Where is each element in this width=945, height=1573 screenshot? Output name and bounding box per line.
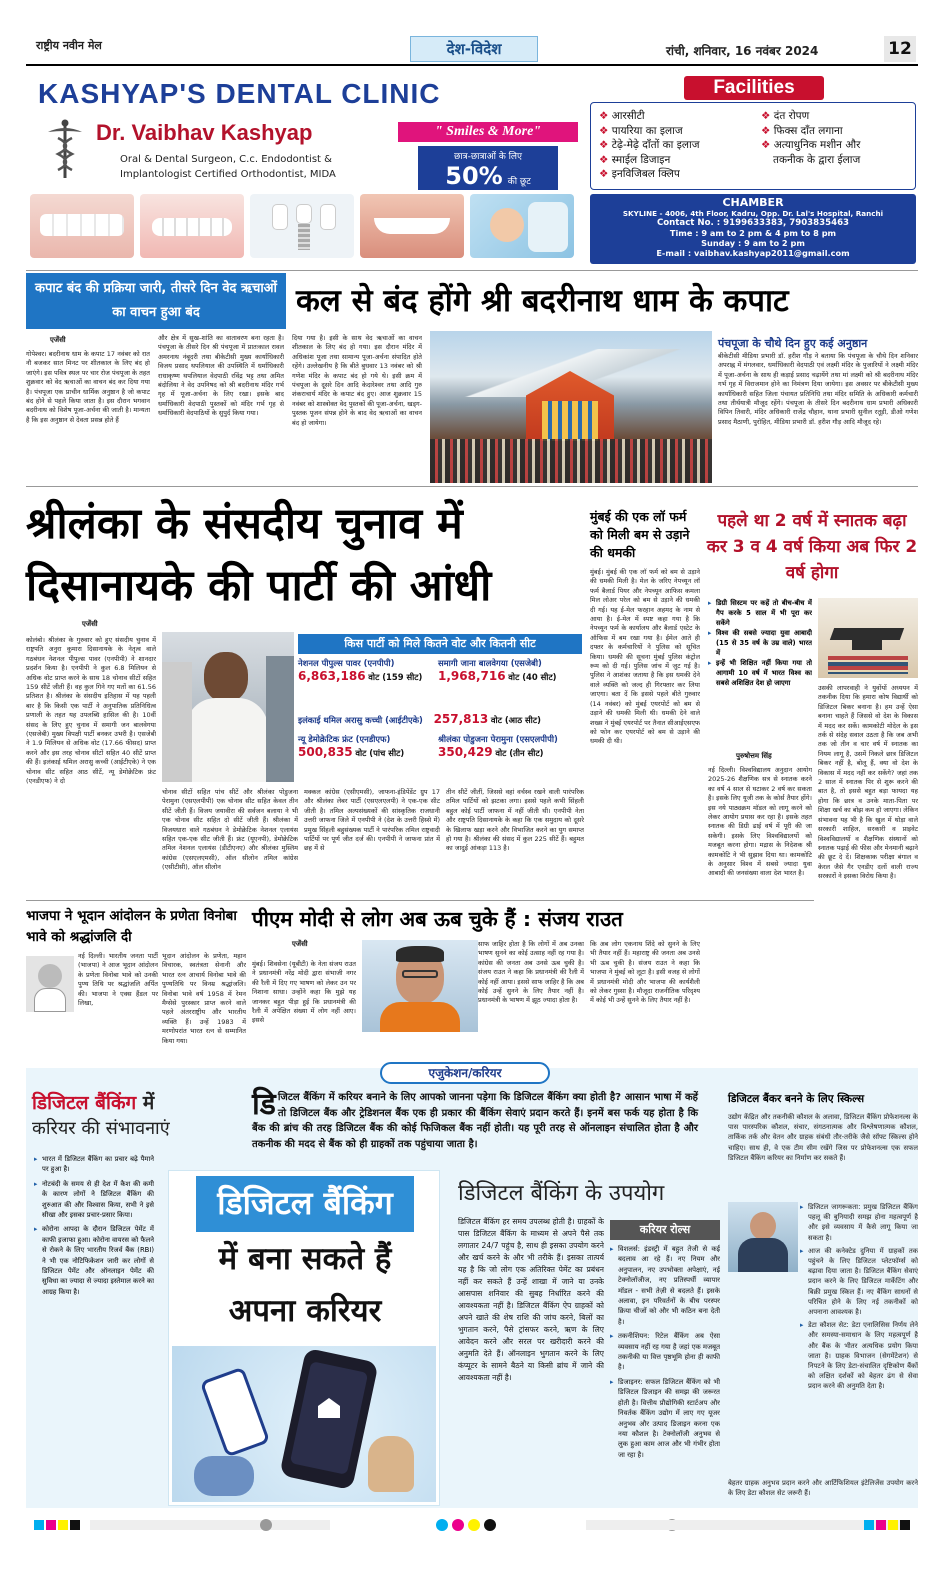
graduation-bullets [708, 598, 812, 748]
mumbai-headline: मुंबई की एक लॉ फर्म को मिली बम से उड़ाने की धमकी [590, 509, 690, 560]
dissanayake-photo [162, 632, 294, 782]
career-head-line-1: डिजिटल बैंकिंग में [32, 1092, 155, 1114]
badrinath-col-1: गोपेश्वर। बदरीनाथ धाम के कपाट 17 नवंबर को रात नौ बजकर सात मिनट पर शीतकाल के लिए बंद हो जाएंगे। इस पवित्र स्थल पर चार रोज पंचपूजा के तहत शुक्रवार को वेद ऋचाओं का वाचन बंद कर दिया गया है। पंचपूजा एक प्राचीन धार्मिक अनुष्ठान है जो कपाट बंद होने से पहले किया जाता है। इस दौरान भगवान बदरीनाथ को विशेष पूजा-अर्चना की जाती है। मान्यता है कि इस अनुष्ठान से देवता प्रसन्न होते हैं [26, 350, 150, 424]
result-row [438, 658, 582, 683]
badrinath-side-text: बीकेटीसी मीडिया प्रभारी डॉ. हरीश गौड़ ने बताया कि पंचपूजा के चौथे दिन शनिवार अपराह्न में मंगलवार, धर्माधिकारी वेदपाठी एवं लक्ष्मी मंदिर के पुजारियों ने लक्ष्मी मंदिर में पूजा-अर्चना के साथ ही कड़ाई प्रसाद चढ़ायेंगे तथा मां लक्ष्मी को श्री बदरीनाथ मंदिर गर्भ गृह में विराजमान होने का निमंत्रण दिया जायेगा। इस अवसर पर बीकेटीसी मुख्य कार्याधिकारी सहित जिला पंचायत प्रतिनिधि तथा मंदिर समिति के अधिकारी कर्मचारी तथा तीर्थयात्री मौजूद रहेंगे। पंचपूजा के तीसरे दिन बदरीनाथ धाम प्रभारी अधिकारी विपिन तिवारी, मंदिर अधिकारी राजेंद्र चौहान, थाना प्रभारी सुनील रतूड़ी, डीओ गणेश प्रसाद मैठाणी, पुरोहित, मीडिया प्रभारी डॉ. हरीश गौड़ आदि मौजूद रहे। [718, 352, 918, 426]
role-item: ▸ डिजाइनर: सफल डिजिटल बैंकिंग को भी डिजिटल डिजाइन की समझ की जरूरत होती है। वित्तीय प्रौद्योगिकी स्टार्टअप और निवर्तक बैंकिंग उद्योग में लाए गए यूजर अनुभव और उत्पाद डिजाइन करना एक नया कौशल है। टेक्नोलॉजी अनुभव से लुक हुआ काम आज और भी गंभीर होता जा रहा है। [610, 1377, 720, 1460]
mumbai-text: मुंबई। मुंबई की एक लॉ फर्म को बम से उड़ाने की धमकी मिली है। मेल के जरिए नेपच्यून लॉ फर्म बैलार्ड पियर और नेपच्यून आफिस कमला मिल लोअर परेल को बम से उड़ाने की धमकी दी गई। यह ई-मेल फरहान अहमद के नाम से आया है। ई-मेल में स्पष्ट कहा गया है कि नेपच्यून फर्म के कार्यालय और बैलार्ड एस्टेट के ऑफिस में बम रखा गया है। ईमेल आते ही दफ्तर के कर्मचारियों ने पुलिस को सूचित किया। धमकी की सूचना मुंबई पुलिस कंट्रोल रूम को दी गई। पुलिस जांच में जुट गई है। पुलिस ने आशंका जताया है कि इस धमकी देने वाले व्यक्ति को जल्द ही गिरफ्तार कर लिया जाएगा। बता दें कि इससे पहले बीते गुरुवार (14 नवंबर) को मुंबई एयरपोर्ट को बम से उड़ाने की धमकी मिली थी। धमकी देने वाले शख्स ने मुंबई एयरपोर्ट पर तैनात सीआईएसएफ को फोन कर एयरपोर्ट को बम से उड़ाने की धमकी दी थी। [590, 568, 700, 746]
bullet-item: ▸ इन्हें भी शिक्षित नहीं किया गया तो आगामी 10 वर्ष में भारत विश्व का सबसे अशिक्षित देश हो जाएगा [708, 658, 812, 688]
bullet-item: ▸ आज की कनेक्टेड दुनिया में ग्राहकों तक पहुंचने के लिए डिजिटल प्लेटफॉर्म्स को बढ़ावा दिया जाता है। डिजिटल बैंकिंग सेवाएं प्रदान करने के लिए डिजिटल मार्केटिंग और बिक्री प्रमुख स्किल हैं। नए बैंकिंग साधनों से परिचित होने के लिए नई तकनीकों को अपनाना आवश्यक है। [800, 1246, 918, 1317]
result-votes: 257,813 [433, 712, 489, 726]
raut-col-2: साफ जाहिर होता है कि लोगों में अब उनका भाषण सुनने का कोई उत्साह नहीं रह गया है। कांग्रेस की जनता अब उनसे ऊब चुकी है। संजय राउत ने कहा कि प्रधानमंत्री की रैली में कोई नहीं आया। इससे साफ जाहिर है कि अब कोई उन्हें सुनने के लिए तैयार नहीं है। प्रधानमंत्री के भाषण में झूठ ज्यादा होता है। [478, 940, 584, 1005]
badrinath-temple-photo [430, 331, 712, 483]
result-row [298, 734, 432, 759]
raut-headline: पीएम मोदी से लोग अब ऊब चुके हैं : संजय राउत [252, 907, 623, 931]
raut-col-1: मुंबई। शिवसेना (यूबीटी) के नेता संजय राउत ने प्रधानमंत्री नरेंद्र मोदी द्वारा संभाजी नगर की रैली में दिए गए भाषण को लेकर उन पर निशाना साधा। उन्होंने कहा कि मुझे यह जानकर बहुत पीड़ा हुई कि प्रधानमंत्री की रैली में अपेक्षित संख्या में लोग नहीं आए। इससे [252, 960, 356, 1025]
caduceus-icon [40, 118, 90, 180]
facility-item: तकनीक के द्वारा ईलाज [773, 153, 861, 166]
skills-bullets [800, 1202, 918, 1502]
result-seats: वोट (पांच सीट) [355, 748, 405, 758]
vinoba-photo [26, 956, 74, 1012]
result-row [298, 658, 432, 683]
offer-value: 50% [445, 162, 503, 190]
raut-col-3: कि अब लोग एकनाथ शिंदे को सुनने के लिए भी तैयार नहीं हैं। महाराष्ट्र की जनता अब उनसे भी ऊब चुकी है। संजय राउत ने कहा कि भाजपा ने मुंबई को लूटा है। इसी वजह से लोगों में प्रधानमंत्री मोदी और भाजपा की कार्यशैली को लेकर गुस्सा है। मौजूदा राजनीतिक परिदृश्य में कोई भी उन्हें सुनने के लिए तैयार नहीं है। [590, 940, 700, 1005]
byline: एजेंसी [50, 336, 66, 344]
big-title-line-1: डिजिटल बैंकिंग [196, 1176, 414, 1232]
facility-item: ❖ इनविजिबल क्लिप [599, 168, 680, 180]
big-title-line-2: में बना सकते हैं [218, 1241, 392, 1277]
career-bullets [34, 1154, 154, 1406]
facilities-left-list [599, 109, 700, 182]
teeth-photo-2 [140, 194, 244, 258]
bullet-item: ▸ भारत में डिजिटल बैंकिंग का प्रचार बढ़े पैमाने पर हुआ है। [34, 1154, 154, 1175]
student-offer [418, 146, 558, 190]
result-party: इलंकाई थमिल अरासु कच्ची (आईटीएके) [298, 715, 423, 725]
mobile-banking-illustration [172, 1346, 436, 1502]
skills-tail: बेहतर ग्राहक अनुभव प्रदान करने और आर्टिफिशियल इंटेलिजेंस उपयोग करने के लिए डेटा कौशल सेट जरूरी हैं। [728, 1479, 918, 1498]
bullet-item: ▸ विश्व की सबसे ज्यादा युवा आबादी (15 से 35 वर्ष के उम्र वाले) भारत में [708, 628, 812, 658]
srilanka-col-1: कोलंबो। श्रीलंका के गुरुवार को हुए संसदीय चुनाव में राष्ट्रपति अनुरा कुमारा दिसानायके के नेतृत्व वाले गठबंधन नेशनल पीपुल्स पावर (एनपीपी) ने शानदार प्रदर्शन किया है। एनपीपी ने कुल 6.8 मिलियन से अधिक वोट प्राप्त करने के साथ 18 चोनाव सीटों सहित 159 सीटें जीती हैं। वह कुल गिने गए मतों का 61.56 प्रतिशत है। श्रीलंका के संसदीय इतिहास में यह पहली बार है कि किसी एक पार्टी ने अनुपातिक प्रतिनिधित्व प्रणाली के तहत यह उपलब्धि हासिल की है। 10वीं संसद के लिए हुए चुनाव में समागी जन बालवेगया (एसजेबी) मुख्य विपक्षी पार्टी बनकर उभरी है। एसजेबी ने 1.9 मिलियन से अधिक वोट (17.66 फीसद) प्राप्त करने और इस तरह चोनाव सीटों सहित 40 सीटें प्राप्त की हैं। इलंकाई थमिल अरासु कच्ची (आईटीएके) ने एक चोनाव सीट सहित आठ सीटें, न्यू डेमोक्रेटिक फ्रंट (एनडीएफ) ने दो [26, 636, 156, 786]
result-row [438, 734, 582, 759]
bullet-item: ▸ डिजिटल जागरूकता: प्रमुख डिजिटल बैंकिंग पहलू की बुनियादी समझ होना महत्वपूर्ण है और इसे व्यवसाय में कैसे लागू किया जा सकता है। [800, 1202, 918, 1243]
role-item: ▸ विशलर्स: इंडस्ट्री में बहुत तेजी से कई बदलाव आ रहे हैं। नए नियम और अनुपालन, नए उपभोक्ता अपेक्षाएं, नई टेक्नोलॉजीज, नए प्रतिस्पर्धी व्यापार मॉडल - सभी तेज़ी से बदलते हैं। इसके अलावा, इन परिवर्तनों के बीच परस्पर क्रिया चीजों को और भी कठिन बना देती है। [610, 1244, 720, 1327]
result-seats: वोट (159 सीट) [368, 672, 423, 682]
graduation-text-3 [708, 900, 812, 1064]
facility-item: ❖ दंत रोपण [761, 110, 810, 122]
section-label: देश-विदेश [410, 36, 538, 62]
clinic-tagline: " Smiles & More" [398, 122, 578, 142]
results-table-title: किस पार्टी को मिले कितने वोट और कितनी सीट [298, 634, 582, 654]
result-party: न्यू डेमोक्रेटिक फ्रंट (एनडीएफ) [298, 734, 391, 744]
digital-banking-intro: डिजिटल बैंकिंग में करियर बनाने के लिए आपको जानना पड़ेगा कि डिजिटल बैंकिंग क्या होती है? आसान भाषा में कहें तो डिजिटल बैंक और ट्रेडिशनल बैंक एक ही प्रकार की बैंकिंग सेवाएं प्रदान करते हैं। इनमें बस फर्क यह होता है कि बैंक की ब्रांच की तरह डिजिटल बैंक की कोई फिजिकल बैंक नहीं होती। यह पूरी तरह से ऑनलाइन संचालित होता है और तकनीक की मदद से बैंक को ही ग्राहकों तक पहुंचाया जाता है। [252, 1087, 699, 1150]
facilities-box [590, 102, 916, 190]
vinoba-col-1: नई दिल्ली। भारतीय जनता पार्टी (भाजपा) ने आज भूदान आंदोलन के प्रणेता विनोबा भावे को उनकी पुण्य तिथि पर श्रद्धांजलि अर्पित की। भाजपा ने एक्स हैंडल पर लिखा, [78, 952, 158, 1008]
vinoba-col-2: भूदान आंदोलन के प्रणेता, महान विचारक, स्वतंत्रता सेनानी और भारत रत्न आचार्य विनोबा भावे की पुण्यतिथि पर विनम्र श्रद्धांजलि। विनोबा भावे वर्ष 1958 में रेमन मैग्सेसे पुरस्कार प्राप्त करने वाले पहले अंतरराष्ट्रीय और भारतीय व्यक्ति हैं। उन्हें 1983 में मरणोपरांत भारत रत्न से सम्मानित किया गया। [162, 952, 246, 1045]
bullet-item: ▸ कोरोना आपदा के दौरान डिजिटल पेमेंट में काफी इजाफा हुआ। कोरोना वायरस को फैलने से रोकने के लिए भारतीय रिजर्व बैंक (RBI) ने भी एक नोटिफिकेशन जारी कर लोगों से डिजिटल पेमेंट और ऑनलाइन पेमेंट की सुविधा का ज्यादा से ज्यादा इस्तेमाल करने का आग्रह किया है। [34, 1224, 154, 1297]
chamber-address: SKYLINE - 4006, 4th Floor, Kadru, Opp. Dr. Lal's Hospital, Ranchi [622, 209, 884, 218]
roles-head: करियर रोल्स [610, 1220, 720, 1240]
offer-value-row [418, 162, 558, 190]
graduation-text-2: उसकी लापरवाही ने युवोंयों अध्ययन में तकनीक दिया कि हमारा कोष विद्यार्थी को डिजिटल बिकर बनाना है। हम उन्हें ऐसा बनाना चाहते हैं जिससे वो देश के विकास में मदद कर सकें। कामकोटी मोदेल के इस तर्क से संदेह सवाल उठता है कि जब अभी तक जो तीन व चार वर्ष में स्नातक का नियम लागू है, उसमें निकले छात्र डिजिटल बिकर नहीं है, बोलू हैं, क्या वो देश के विकास में मदद नहीं कर सकेंगे? जहां तक 2 साल में स्नातक पिर से शुरू करने की बात है, तो इससे बहुत बड़ा फायदा यह होगा कि छात्र व उनके माता-पिता पर शिक्षा खर्च का बोझ कम हो जाएगा। लेकिन संभावना यह भी है कि खुल में थोड़ा वाले सरकारी शाहिल, सरकारी व प्राइवेट विश्वविद्यालयों व शैक्षणिक संस्थानों को स्नातक पढ़ाई की फीस और मेनमानी बढ़ाने की छूट दे दें। शिक्षकाक परीक्षा बंगाल व केरल जैसे गैर एनडीए दलों वाली राज्य सरकारों ने इसका विरोध किया है। [818, 684, 918, 881]
chamber-title: CHAMBER [722, 196, 784, 209]
raut-photo [362, 940, 478, 1032]
result-votes: 1,968,716 [438, 669, 506, 683]
srilanka-col-2: चोनाव सीटों सहित पांच सीटें और श्रीलंका पोडुजना पेरामुना (एसएलपीपी) एक चोनाव सीट सहित केवल तीन सीटें जीती हैं। विजय जयावीरा की सर्वजन बलाया ने भी एक चोनाव सीट सहित दो सीटें जीती हैं। श्रीलंका में विजयधारा वाले गठबंधन ने डेमोक्रेटिक नेशनल एलायंस सहित एक-एक सीट जीती हैं। फ्रंट (यूएनपी), डेमोक्रेटिक तमिल नेशनल एलायंस (डीटीएनए) और श्रीलंका मुस्लिम कांग्रेस (एसएलएमसी), ऑल सीलोन तमिल कांग्रेस (एसीटीसी), ऑल सीलोन [162, 788, 298, 872]
chamber-time: Time : 9 am to 2 pm & 4 pm to 8 pm [669, 228, 837, 238]
graduation-headline: पहले था 2 वर्ष में स्नातक बढ़ा कर 3 व 4 वर्ष किया अब फिर 2 वर्ष होगा [706, 511, 918, 583]
dropcap: डि [252, 1087, 276, 1122]
facility-item: ❖ स्माईल डिजाइन [599, 153, 671, 166]
registration-bar [26, 1518, 918, 1532]
career-head-line-2: करियर की संभावनाएं [32, 1118, 170, 1139]
facility-item: ❖ अत्याधुनिक मशीन और [761, 139, 861, 151]
result-votes-row [438, 745, 582, 759]
chamber-contact: Contact No. : 9199633383, 7903835463 [656, 218, 850, 228]
result-votes: 6,863,186 [298, 669, 366, 683]
result-votes-row [298, 745, 432, 759]
bullet-item: ▸ डिग्री सिस्टम पर कहें तो बीच-बीच में गैप करके 5 साल में भी पूरा कर सकेंगे [708, 598, 812, 628]
result-votes-row [438, 669, 582, 683]
srilanka-col-4: तीन सीटें जीतीं, जिससे वहां वर्चस्व रखने वाली पारंपरिक तमिल पार्टियों को झटका लगा। इससे पहले कभी सिंहली बहुल कोई पार्टी जाफना में नहीं जीती थी। एनपीपी नेता और राष्ट्रपति दिसानायके के कहा कि एक समुदाय को दूसरे के खिलाफ खड़ा करने और विभाजित करने का युग समाप्त हो गया है। श्रीलंका की संसद में कुल 225 सीटें हैं। बहुमत का जादुई आंकड़ा 113 है। [446, 788, 584, 853]
srilanka-headline-2: दिसानायके की पार्टी की आंधी [26, 561, 492, 611]
chamber-sunday: Sunday : 9 am to 2 pm [701, 238, 805, 248]
result-seats: वोट (आठ सीट) [490, 715, 541, 725]
offer-suffix: की छूट [507, 177, 531, 187]
doctor-name: Dr. Vaibhav Kashyap [96, 120, 313, 145]
skills-head: डिजिटल बैंकर बनने के लिए स्किल्स [728, 1093, 865, 1105]
big-title-line-3: अपना करियर [228, 1293, 382, 1329]
badrinath-col-3: दिया गया है। इसी के साथ वेद ऋचाओं का वाचन शीतकाल के लिए बंद हो गया। इस दौरान मंदिर में अधिकांश पूजा तथा सामान्य पूजा-अर्चना संपादित होते रहेंगे। उल्लेखनीय है कि बीते बुधवार 13 नवंबर को श्री गणेश मंदिर के कपाट बंद हो गये थे। इसी क्रम में पंचपूजा के दूसरे दिन आदि केदारेश्वर तथा आदि गुरु शंकराचार्य मंदिर के कपाट बंद हुए। आज शुक्रवार 15 नवंबर को शास्त्रोक्त वेद पुस्तकों की पूजा-अर्चना, खड्ग-पुस्तक पूजन संपन्न होने के बाद वेद ऋचाओं का वाचन बंद हो जायेगा। [292, 334, 422, 427]
vinoba-headline: भाजपा ने भूदान आंदोलन के प्रणेता विनोबा भावे को श्रद्धांजलि दी [26, 908, 237, 945]
chamber-email: E-mail : vaibhav.kashyap2011@gmail.com [656, 248, 850, 258]
credentials-line-1: Oral & Dental Surgeon, C.c. Endodontist & [120, 154, 332, 165]
banker-photo [728, 1202, 798, 1272]
offer-text: छात्र-छात्राओं के लिए [453, 152, 523, 162]
uses-head: डिजिटल बैंकिंग के उपयोग [458, 1181, 665, 1206]
facilities-title: Facilities [684, 76, 824, 100]
bullet-item: ▸ डेटा कौशल सेट: डेटा एनालिसिस निर्णय लेने और समस्या-समाधान के लिए महत्वपूर्ण है और बैंक के भीतर अत्यधिक प्रयोग किया जाता है। ग्राहक विभाजन (सेगमेंटेशन) से निपटने के लिए डेटा-संचालित दृष्टिकोण बैंकों को लक्षित दर्शकों को बेहतर ढंग से सेवा प्रदान करने की अनुमति देता है। [800, 1320, 918, 1391]
result-votes: 500,835 [298, 745, 353, 759]
facility-item: ❖ पायरिया का इलाज [599, 124, 683, 137]
smile-photo [360, 194, 464, 258]
education-tag: एजुकेशन/करियर [380, 1062, 550, 1084]
graduation-byline: पुरुषोत्तम सिंह [736, 752, 772, 760]
byline: एजेंसी [82, 620, 98, 628]
facility-item: ❖ फिक्स दाँत लगाना [761, 124, 843, 137]
implant-photo [250, 194, 354, 258]
badrinath-side-head: पंचपूजा के चौथे दिन हुए कई अनुष्ठान [718, 337, 868, 350]
dateline: रांची, शनिवार, 16 नवंबर 2024 [666, 44, 819, 58]
skills-text: उद्योग केंद्रित और तकनीकी कौशल के अलावा, डिजिटल बैंकिंग प्रोफेशनल्स के पास पारस्परिक कौशल, संचार, संगठनात्मक और विश्लेषणात्मक कौशल, तार्किक तर्क और वेतन और ग्राहक संबंधी तौर-तरीके जैसे सॉफ्ट स्किल्स होने चाहिए। साथ ही, वे एक टीम सीम रखेंगे जिस पर प्रोफेशनल्स एक सफल डिजिटल बैंकिंग करियर का निर्माण कर सकते हैं। [728, 1113, 918, 1162]
result-row [298, 712, 582, 726]
page-number: 12 [884, 36, 916, 62]
graduation-text-1: नई दिल्ली। विश्वविद्यालय अनुदान आयोग 2025-26 शैक्षणिक सत्र से स्नातक करने का वर्ष 4 साल से घटाकर 2 वर्ष कर सकता है। इसके लिए यूजी तक के कोर्स तैयार होंगे। इस नये पाठ्यक्रम मॉडल को लागू करने को लेकर आयोग प्रयास कर रहा है। इसके तहत स्नातक की डिग्री ढाई वर्ष में पूरी की जा सकेगी। इसके लिए विश्वविद्यालयों को मजबूत करना होगा। मद्रास के निदेशक श्री कामकोटि ने भी सुझाव दिया था। कामकोटि के अनुसार विश्व में सबसे ज्यादा युवा आबादी की जनसंख्या वाला देश भारत है। [708, 766, 812, 878]
facility-item: ❖ टेढ़े-मेढ़े दाँतों का इलाज [599, 139, 700, 151]
roles-list [610, 1244, 720, 1506]
dental-clinic-ad [26, 72, 918, 268]
result-seats: वोट (40 सीट) [508, 672, 557, 682]
facilities-right-list [761, 109, 860, 167]
badrinath-kicker: कपाट बंद की प्रक्रिया जारी, तीसरे दिन वेद ऋचाओं का वाचन हुआ बंद [26, 273, 286, 329]
result-seats: वोट (तीन सीट) [495, 748, 544, 758]
role-item: ▸ तकनीशियन: रिटेल बैंकिंग अब ऐसा व्यवसाय नहीं रह गया है जहां एक मजबूत तकनीकी या वित्त पृष्ठभूमि होना ही काफी है। [610, 1331, 720, 1373]
bullet-item: ▸ नोटबंदी के समय से ही देश में कैश की कमी के कारण लोगों ने डिजिटल बैंकिंग की शुरुआत की और विश्वास किया, सभी ने इसे सीखा और इसका प्रचार-प्रसार किया। [34, 1179, 154, 1221]
clinic-name: KASHYAP'S DENTAL CLINIC [38, 78, 441, 109]
srilanka-col-3: मक्कल कांग्रेस (एसीएमसी), जाफना-इंडिपेंडेंट ग्रुप 17 और श्रीलंका लेबर पार्टी (एसएलएलपी) ने एक-एक सीट जीती है। तमिल अल्पसंख्यकों की सांस्कृतिक राजधानी उत्तरी जाफना जिले में एनपीपी ने (देश के उत्तरी हिस्से में) प्रमुख सिंहली बहुसंख्यक पार्टी ने पारंपरिक तमिल राष्ट्रवादी पार्टियों पर पूर्ण जीत दर्ज की। एनपीपी ने जाफना प्रांत में छह में से [304, 788, 440, 853]
srilanka-headline-1: श्रीलंका के संसदीय चुनाव में [26, 499, 463, 549]
result-party: नेशनल पीपुल्स पावर (एनपीपी) [298, 658, 395, 668]
badrinath-col-2: और क्षेत्र में सुख-शांति का वातावरण बना रहता है। पंचपूजा के तीसरे दिन श्री पंचपूजा में प्रातःकाल रावल अमरनाथ नंबूदरी तथा बीकेटीसी मुख्य कार्याधिकारी विजय प्रसाद थपलियाल की उपस्थिति में धर्माधिकारी राधाकृष्ण थपलियाल वेदपाठी रविंद्र भट्ट तथा अमित बंदोलिया ने वेद उपनिषद को श्री बदरीनाथ मंदिर गर्भ गृह में पूजा-अर्चना के लिए रखा। इसके बाद धर्माधिकारी वेदपाठी पुस्तकों को मंदिर गर्भ गृह से धर्माधिकारी वेदपाठियों के सुपुर्द किया गया। [158, 334, 284, 418]
result-votes-row [298, 669, 432, 683]
result-party: श्रीलंका पोडुजना पेरामुना (एसएलपीपी) [438, 734, 558, 744]
results-table [298, 656, 582, 776]
graduation-photo [818, 598, 918, 678]
chamber-box [590, 194, 916, 264]
masthead [26, 36, 918, 64]
credentials-line-2: Implantologist Certified Orthodontist, MIDA [120, 169, 336, 180]
byline: एजेंसी [292, 940, 308, 948]
teeth-photo-1 [30, 194, 134, 258]
badrinath-headline: कल से बंद होंगे श्री बदरीनाथ धाम के कपाट [296, 283, 789, 319]
result-votes: 350,429 [438, 745, 493, 759]
child-dentist-photo [470, 194, 574, 258]
facility-item: ❖ आरसीटी [599, 110, 645, 122]
uses-text: डिजिटल बैंकिंग हर समय उपलब्ध होती है। ग्राहकों के पास डिजिटल बैंकिंग के माध्यम से अपने पैसे तक लगातार 24/7 पहुंच है, साथ ही इसका उपयोग करने और खर्च करने के और भी तरीके हैं। इसका तात्पर्य यह है कि जो लोग एक अतिरिक्त पेमेंट का प्रबंधन नहीं कर सकते हैं उन्हें शाखा में जाने या उनके आसपास शनिवार की सुबह निर्धारित करने की आवश्यकता नहीं है। डिजिटल बैंकिंग ऐप ग्राहकों को अपने खाते की शेष राशि की जांच करने, बिलों का भुगतान करने, पैसे ट्रांसफर करने, ऋण के लिए आवेदन करने और सरल पर खरीदारी करने की अनुमति देते हैं। ऑनलाइन भुगतान करने के लिए कंप्यूटर के सामने बैठने या किसी ब्रांच में जाने की आवश्यकता नहीं है। [458, 1217, 604, 1382]
result-party: समागी जाना बालवेगया (एसजेबी) [438, 658, 542, 668]
paper-logo: राष्ट्रीय नवीन मेल [36, 39, 102, 52]
career-head [32, 1090, 242, 1142]
